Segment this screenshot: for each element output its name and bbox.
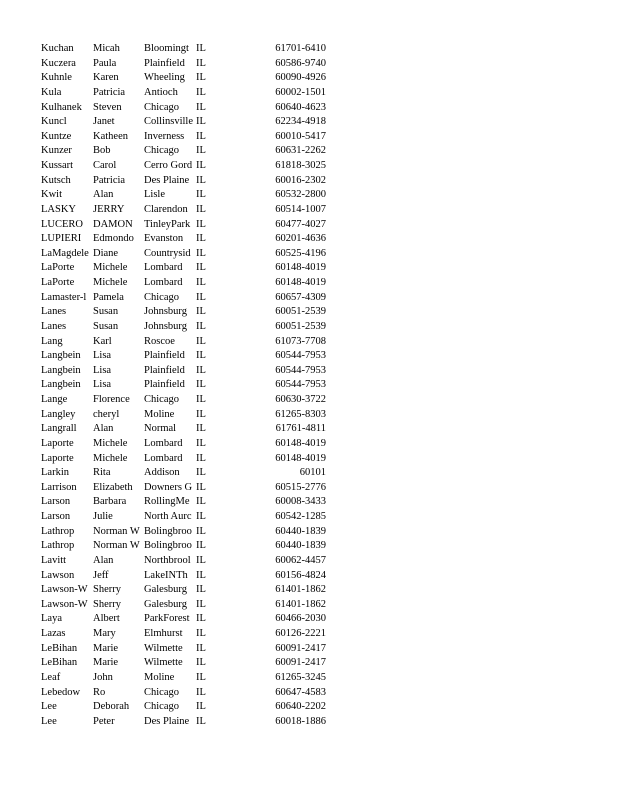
last-name-cell: Lawson-W [41,584,88,596]
last-name-cell: Lavitt [41,554,67,566]
zip-cell: 60440-1839 [275,540,326,552]
state-cell: IL [196,43,206,54]
table-row [41,232,326,247]
city-cell: Evanston [144,233,184,245]
zip-cell: 62234-4918 [275,116,326,128]
city-cell: Wilmette [144,642,183,654]
city-cell: Chicago [144,291,179,303]
city-cell: Chicago [144,686,179,698]
last-name-cell: Laporte [41,437,74,449]
city-cell: RollingMe [144,496,190,508]
last-name-cell: Langrall [41,423,77,435]
table-row [41,144,326,159]
table-row [41,203,326,218]
first-name-cell: Norman W [93,525,140,537]
first-name-cell: Sherry [93,598,121,610]
table-row [41,671,326,686]
zip-cell: 60640-4623 [275,101,326,113]
state-cell: IL [196,145,206,157]
zip-cell: 60091-2417 [275,642,326,654]
last-name-cell: Lee [41,701,57,713]
first-name-cell: Steven [93,101,122,113]
table-row [41,115,326,130]
table-row [41,525,326,540]
last-name-cell: Lanes [41,320,67,332]
city-cell: Lombard [144,452,183,464]
table-row [41,583,326,598]
zip-cell: 60090-4926 [275,72,326,84]
city-cell: Addison [144,467,180,479]
zip-cell: 60016-2302 [275,174,326,186]
last-name-cell: Kuntze [41,130,72,142]
last-name-cell: Lathrop [41,540,75,552]
city-cell: Clarendon [144,203,188,215]
first-name-cell: Michele [93,452,128,464]
zip-cell: 60148-4019 [275,262,326,274]
zip-cell: 60631-2262 [275,145,326,157]
table-row [41,364,326,379]
zip-cell: 60002-1501 [275,86,326,98]
state-cell: IL [196,247,206,259]
last-name-cell: LUPIERI [41,233,82,245]
last-name-cell: Kulhanek [41,101,82,113]
first-name-cell: cheryl [93,408,120,420]
first-name-cell: Bob [93,145,111,157]
city-cell: Elmhurst [144,628,183,639]
zip-cell: 60532-2800 [275,189,326,201]
first-name-cell: Diane [93,247,119,259]
last-name-cell: LeBihan [41,657,78,669]
city-cell: Chicago [144,701,179,713]
city-cell: Johnsburg [144,306,187,318]
table-row [41,188,326,203]
city-cell: North Aurc [144,511,192,522]
zip-cell: 60062-4457 [275,554,326,566]
state-cell: IL [196,394,206,405]
zip-cell: 60525-4196 [275,247,326,259]
state-cell: IL [196,686,206,698]
zip-cell: 60477-4027 [275,218,326,230]
first-name-cell: Alan [93,423,114,435]
zip-cell: 61265-8303 [275,408,326,420]
city-cell: Moline [144,671,175,683]
last-name-cell: Kutsch [41,174,71,186]
zip-cell: 60148-4019 [275,452,326,464]
zip-cell: 60008-3433 [275,496,326,508]
table-row [41,57,326,72]
last-name-cell: LASKY [41,203,77,215]
zip-cell: 60466-2030 [275,613,326,625]
first-name-cell: Paula [93,57,117,69]
city-cell: Plainfield [144,350,185,362]
first-name-cell: Edmondo [93,233,134,245]
first-name-cell: Patricia [93,86,126,98]
zip-cell: 60440-1839 [275,525,326,537]
state-cell: IL [196,511,206,522]
first-name-cell: Susan [93,306,119,318]
state-cell: IL [196,613,206,625]
last-name-cell: Lanes [41,306,67,318]
state-cell: IL [196,306,206,318]
city-cell: LakeINTh [144,569,188,581]
table-row [41,481,326,496]
zip-cell: 60148-4019 [275,437,326,449]
city-cell: Des Plaine [144,174,190,186]
state-cell: IL [196,335,206,347]
state-cell: IL [196,598,206,610]
state-cell: IL [196,408,206,420]
zip-cell: 60010-5417 [275,130,326,142]
first-name-cell: Alan [93,189,114,201]
state-cell: IL [196,540,206,552]
zip-cell: 60515-2776 [275,481,326,493]
table-row [41,642,326,657]
last-name-cell: Laya [41,613,62,625]
city-cell: Wheeling [144,72,185,84]
first-name-cell: Patricia [93,174,126,186]
zip-cell: 60156-4824 [275,569,326,581]
city-cell: Moline [144,408,175,420]
state-cell: IL [196,57,206,69]
first-name-cell: Marie [93,657,119,669]
last-name-cell: LaMagdele [41,247,89,259]
first-name-cell: Lisa [93,364,112,376]
state-cell: IL [196,481,206,493]
table-row [41,554,326,569]
first-name-cell: Albert [93,613,120,625]
first-name-cell: Peter [93,715,115,727]
first-name-cell: Carol [93,160,117,171]
last-name-cell: Langbein [41,379,81,391]
last-name-cell: Kuhnle [41,72,72,84]
city-cell: TinleyPark [144,218,191,230]
zip-cell: 61701-6410 [275,43,326,54]
table-row [41,700,326,715]
state-cell: IL [196,554,206,566]
first-name-cell: Pamela [93,291,124,303]
state-cell: IL [196,642,206,654]
table-row [41,247,326,262]
state-cell: IL [196,86,206,98]
last-name-cell: Lee [41,715,57,727]
first-name-cell: Karen [93,72,119,84]
city-cell: Chicago [144,394,179,405]
last-name-cell: Leaf [41,671,61,683]
state-cell: IL [196,203,206,215]
last-name-cell: Lamaster-l [41,291,87,303]
zip-cell: 60630-3722 [275,394,326,405]
first-name-cell: Julie [93,511,113,522]
state-cell: IL [196,233,206,245]
state-cell: IL [196,160,206,171]
city-cell: Chicago [144,145,179,157]
zip-cell: 60514-1007 [275,203,326,215]
last-name-cell: Kussart [41,160,74,171]
state-cell: IL [196,72,206,84]
last-name-cell: LUCERO [41,218,83,230]
state-cell: IL [196,671,206,683]
first-name-cell: Marie [93,642,119,654]
contact-table [41,42,326,729]
table-row [41,495,326,510]
first-name-cell: Norman W [93,540,140,552]
state-cell: IL [196,101,206,113]
zip-cell: 61761-4811 [275,423,326,435]
last-name-cell: Kwit [41,189,62,201]
last-name-cell: Lazas [41,628,66,639]
zip-cell: 61265-3245 [275,671,326,683]
state-cell: IL [196,291,206,303]
table-row [41,276,326,291]
table-row [41,218,326,233]
zip-cell: 61073-7708 [275,335,326,347]
state-cell: IL [196,628,206,639]
first-name-cell: Janet [93,116,115,128]
first-name-cell: Michele [93,437,128,449]
last-name-cell: Lawson-W [41,598,88,610]
first-name-cell: John [93,671,113,683]
city-cell: Plainfield [144,379,185,391]
table-row [41,349,326,364]
state-cell: IL [196,116,206,128]
last-name-cell: Lawson [41,569,75,581]
state-cell: IL [196,467,206,479]
last-name-cell: LaPorte [41,277,75,288]
last-name-cell: Lebedow [41,686,81,698]
last-name-cell: Larrison [41,481,77,493]
last-name-cell: Langbein [41,350,81,362]
city-cell: Galesburg [144,598,187,610]
state-cell: IL [196,569,206,581]
state-cell: IL [196,189,206,201]
city-cell: Inverness [144,130,185,142]
table-row [41,130,326,145]
city-cell: Johnsburg [144,320,187,332]
table-row [41,174,326,189]
first-name-cell: Alan [93,554,114,566]
zip-cell: 60091-2417 [275,657,326,669]
city-cell: Lisle [144,189,165,201]
state-cell: IL [196,218,206,230]
first-name-cell: Katheen [93,130,128,142]
last-name-cell: Larson [41,496,71,508]
city-cell: ParkForest [144,613,190,625]
table-row [41,101,326,116]
state-cell: IL [196,350,206,362]
table-row [41,42,326,57]
zip-cell: 60657-4309 [275,291,326,303]
zip-cell: 60542-1285 [275,511,326,522]
last-name-cell: Larkin [41,467,69,479]
table-row [41,612,326,627]
zip-cell: 61401-1862 [275,598,326,610]
table-row [41,656,326,671]
zip-cell: 60586-9740 [275,57,326,69]
city-cell: Collinsville [144,116,194,128]
state-cell: IL [196,379,206,391]
zip-cell: 60640-2202 [275,701,326,713]
zip-cell: 60148-4019 [275,277,326,288]
table-row [41,320,326,335]
contact-rows [41,42,326,729]
first-name-cell: Michele [93,262,128,274]
last-name-cell: Larson [41,511,71,522]
first-name-cell: Lisa [93,379,112,391]
last-name-cell: Kuncl [41,116,67,128]
table-row [41,408,326,423]
first-name-cell: Florence [93,394,130,405]
first-name-cell: Susan [93,320,119,332]
city-cell: Countrysid [144,247,191,259]
zip-cell: 61818-3025 [275,160,326,171]
last-name-cell: Laporte [41,452,74,464]
table-row [41,686,326,701]
last-name-cell: LaPorte [41,262,75,274]
table-row [41,437,326,452]
first-name-cell: Michele [93,277,128,288]
first-name-cell: Micah [93,43,120,54]
city-cell: Galesburg [144,584,187,596]
zip-cell: 60051-2539 [275,320,326,332]
state-cell: IL [196,262,206,274]
zip-cell: 60051-2539 [275,306,326,318]
last-name-cell: Lathrop [41,525,75,537]
table-row [41,305,326,320]
table-row [41,452,326,467]
state-cell: IL [196,320,206,332]
table-row [41,715,326,730]
last-name-cell: Kuchan [41,43,74,54]
city-cell: Des Plaine [144,715,190,727]
table-row [41,422,326,437]
last-name-cell: Kula [41,86,62,98]
first-name-cell: Jeff [93,569,109,581]
zip-cell: 60544-7953 [275,350,326,362]
city-cell: Normal [144,423,177,435]
city-cell: Plainfield [144,57,185,69]
last-name-cell: Langbein [41,364,81,376]
zip-cell: 60544-7953 [275,379,326,391]
city-cell: Bloomingt [144,43,189,54]
state-cell: IL [196,452,206,464]
zip-cell: 60126-2221 [275,628,326,639]
city-cell: Northbrool [144,554,191,566]
zip-cell: 60201-4636 [275,233,326,245]
first-name-cell: Elizabeth [93,481,133,493]
city-cell: Bolingbroo [144,525,192,537]
last-name-cell: Lang [41,335,63,347]
first-name-cell: Sherry [93,584,121,596]
table-row [41,569,326,584]
zip-cell: 60101 [299,467,326,479]
last-name-cell: Kuczera [41,57,76,69]
last-name-cell: Langley [41,408,76,420]
city-cell: Roscoe [144,335,175,347]
city-cell: Lombard [144,437,183,449]
table-row [41,627,326,642]
city-cell: Bolingbroo [144,540,192,552]
table-row [41,598,326,613]
zip-cell: 60544-7953 [275,364,326,376]
state-cell: IL [196,364,206,376]
city-cell: Lombard [144,277,183,288]
first-name-cell: Deborah [93,701,130,713]
state-cell: IL [196,130,206,142]
first-name-cell: Karl [93,335,112,347]
state-cell: IL [196,715,206,727]
city-cell: Antioch [144,86,178,98]
zip-cell: 60018-1886 [275,715,326,727]
last-name-cell: Lange [41,394,68,405]
first-name-cell: Lisa [93,350,112,362]
city-cell: Downers G [144,481,193,493]
first-name-cell: Mary [93,628,116,639]
state-cell: IL [196,174,206,186]
state-cell: IL [196,423,206,435]
zip-cell: 61401-1862 [275,584,326,596]
first-name-cell: JERRY [93,203,125,215]
table-row [41,378,326,393]
first-name-cell: Barbara [93,496,127,508]
first-name-cell: Ro [93,686,106,698]
city-cell: Wilmette [144,657,183,669]
first-name-cell: Rita [93,467,111,479]
city-cell: Lombard [144,262,183,274]
table-row [41,159,326,174]
state-cell: IL [196,701,206,713]
state-cell: IL [196,584,206,596]
state-cell: IL [196,437,206,449]
table-row [41,291,326,306]
table-row [41,539,326,554]
state-cell: IL [196,496,206,508]
state-cell: IL [196,657,206,669]
city-cell: Cerro Gord [144,160,193,171]
first-name-cell: DAMON [93,218,133,230]
table-row [41,393,326,408]
table-row [41,86,326,101]
state-cell: IL [196,525,206,537]
city-cell: Chicago [144,101,179,113]
city-cell: Plainfield [144,364,185,376]
table-row [41,71,326,86]
table-row [41,261,326,276]
last-name-cell: Kunzer [41,145,72,157]
state-cell: IL [196,277,206,288]
last-name-cell: LeBihan [41,642,78,654]
zip-cell: 60647-4583 [275,686,326,698]
table-row [41,466,326,481]
table-row [41,335,326,350]
table-row [41,510,326,525]
